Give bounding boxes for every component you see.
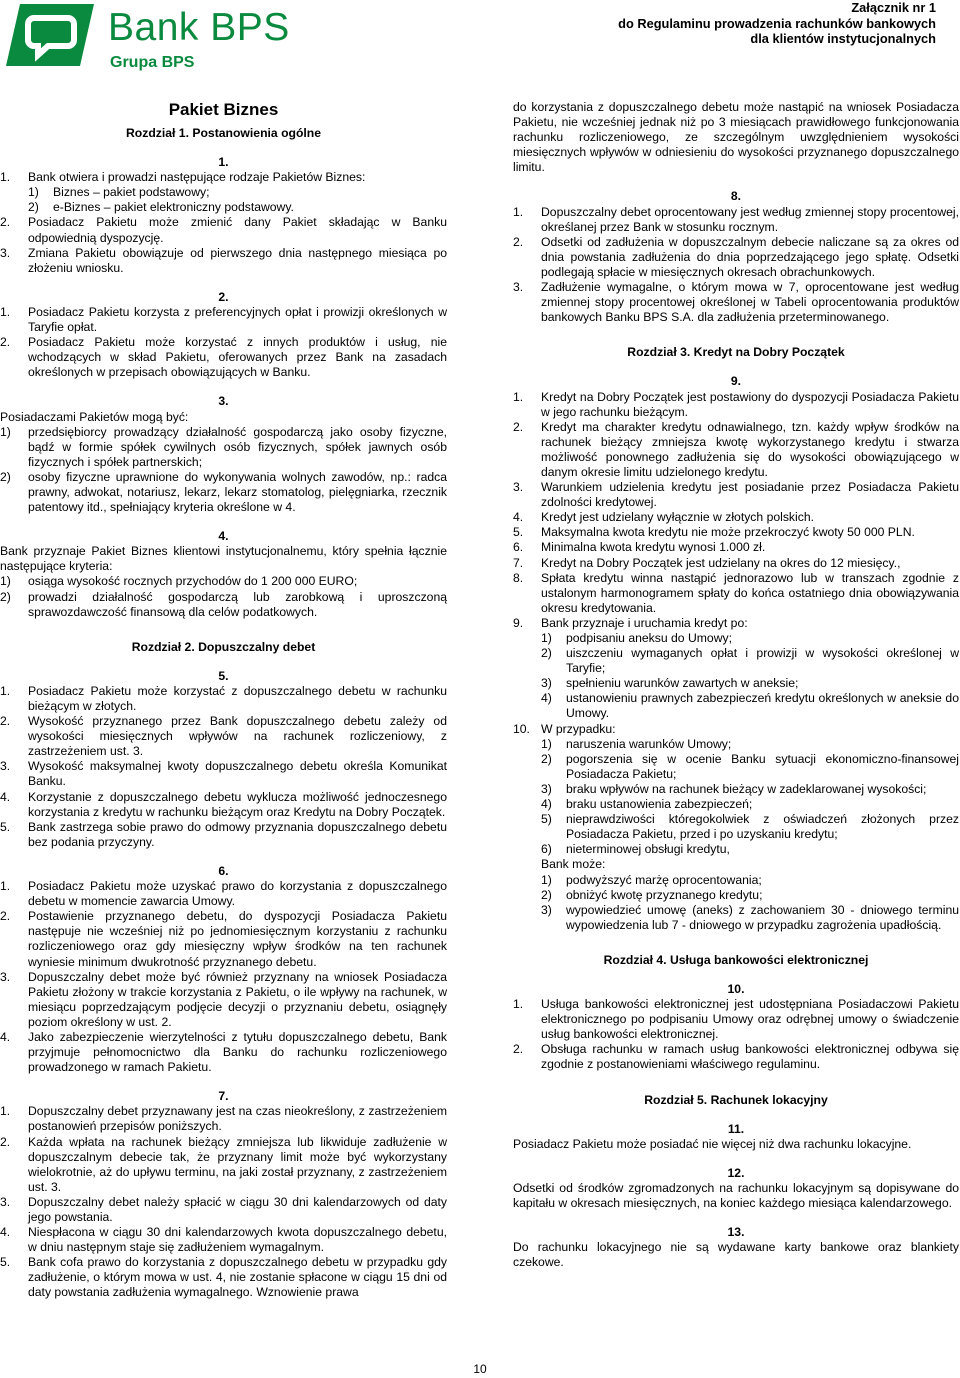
chapter-heading: Rozdział 3. Kredyt na Dobry Początek	[627, 345, 845, 360]
paragraph: Posiadacz Pakietu może posiadać nie więcej niż dwa rachunku lokacyjne.	[513, 1136, 912, 1151]
bank-logo	[6, 4, 296, 70]
brand-name: Bank BPS	[108, 6, 290, 49]
list-item: 5. Maksymalna kwota kredytu nie może przekroczyć kwoty 50 000 PLN.	[513, 525, 915, 540]
list-item: 1. Dopuszczalny debet przyznawany jest na czas nieokreślony, z zastrzeżeniem postanowień przepisów poniższych.	[0, 1104, 447, 1134]
bank-bps-logo-icon	[6, 4, 94, 66]
sub-item: 6) nieterminowej obsługi kredytu,	[541, 842, 730, 857]
attachment-line: dla klientów instytucjonalnych	[750, 31, 936, 46]
list-item: 1. Dopuszczalny debet oprocentowany jest według zmiennej stopy procentowej, określanej przez Bank w stosunku rocznym.	[513, 204, 959, 234]
list-item: 2. Kredyt ma charakter kredytu odnawialnego, tzn. każdy wpływ środków na rachunek bieżący zmniejsza kwotę wykorzystanego kredytu i stwarza możliwość ponownego zadłużenia się do wysokości obowiązującego w danym okresie limitu udzielonego kredytu.	[513, 419, 959, 479]
list-item: 2. Obsługa rachunku w ramach usług bankowości elektronicznej odbywa się zgodnie z postanowieniami właściwego regulaminu.	[513, 1042, 959, 1072]
section-number: 10.	[727, 981, 745, 996]
sub-item: 3) wypowiedzieć umowę (aneks) z zachowaniem 30 - dniowego terminu wypowiedzenia lub 7 - dniowego w przypadku zagrożenia upadłością.	[541, 902, 959, 932]
list-item: 10. W przypadku:	[513, 721, 616, 736]
sub-item: 4) ustanowieniu prawnych zabezpieczeń kredytu określonych w aneksie do Umowy.	[541, 691, 959, 721]
sub-item: 2) pogorszenia się w ocenie Banku sytuacji ekonomiczno-finansowej Posiadacza Pakietu;	[541, 751, 959, 781]
list-item: 2) osoby fizyczne uprawnione do wykonywania wolnych zawodów, np.: radca prawny, adwokat, notariusz, lekarz, lekarz stomatolog, pielęgniarka, rzecznik patentowy itd., spełniający kryteria określone w 4.	[0, 469, 447, 515]
right-column	[513, 100, 959, 1270]
list-item: 5. Bank zastrzega sobie prawo do odmowy przyznania dopuszczalnego debetu bez podania przyczyny.	[0, 819, 447, 849]
sub-item: 3) braku wpływów na rachunek bieżący w zadeklarowanej wysokości;	[541, 781, 927, 796]
list-item: 2. Posiadacz Pakietu może zmienić dany Pakiet składając w Banku odpowiednią dyspozycję.	[0, 215, 447, 245]
list-item: 4. Korzystanie z dopuszczalnego debetu wyklucza możliwość jednoczesnego korzystania z kredytu w rachunku bieżącym oraz Kredytu na Dobry Początek.	[0, 789, 447, 819]
list-item: 5. Bank cofa prawo do korzystania z dopuszczalnego debetu w przypadku gdy zadłużenie, o którym mowa w ust. 4, nie zostanie spłacone w ciągu 15 dni od daty powstania zadłużenia wymagalnego. Wznowienie prawa	[0, 1255, 447, 1300]
paragraph: Do rachunku lokacyjnego nie są wydawane karty bankowe oraz blankiety czekowe.	[513, 1240, 959, 1270]
list-item: 2. Posiadacz Pakietu może korzystać z innych produktów i usług, nie wchodzących w skład Pakietu, oferowanych przez Bank na zasadach określonych w przepisach obowiązujących w Banku.	[0, 335, 447, 380]
sub-item: 2) e-Biznes – pakiet elektroniczny podstawowy.	[28, 200, 294, 215]
left-column	[0, 100, 447, 1301]
sub-item: 4) braku ustanowienia zabezpieczeń;	[541, 797, 753, 812]
list-item: 1. Posiadacz Pakietu korzysta z preferencyjnych opłat i prowizji określonych w Taryfie opłat.	[0, 304, 447, 335]
section-number: 3.	[218, 394, 229, 409]
section-number: 2.	[218, 289, 229, 304]
chapter-heading: Rozdział 2. Dopuszczalny debet	[131, 639, 316, 654]
list-item: 8. Spłata kredytu winna nastąpić jednorazowo lub w transzach zgodnie z ustalonym harmonogramem spłaty do końca ostatniego dnia obowiązywania okresu kredytowania.	[513, 570, 959, 615]
list-item: 2. Postawienie przyznanego debetu, do dyspozycji Posiadacza Pakietu następuje nie wcześniej niż po jednomiesięcznym korzystaniu z rachunku rozliczeniowego oraz gdy miesięczny wpływ środków na ten rachunek wyniesie minimum dwukrotność przyznanego debetu.	[0, 909, 447, 969]
section-number: 4.	[218, 529, 229, 544]
list-item: 3. Warunkiem udzielenia kredytu jest posiadanie przez Posiadacza Pakietu zdolności kredytowej.	[513, 480, 959, 510]
paragraph: Posiadaczami Pakietów mogą być:	[0, 409, 189, 424]
brand-subtitle: Grupa BPS	[110, 54, 195, 71]
list-item: 3. Dopuszczalny debet może być również przyznany na wniosek Posiadacza Pakietu złożony w trakcie korzystania z Pakietu, o ile wpływy na rachunek, w miesiącu poprzedzającym podjęcie decyzji o przyznaniu debetu, osiągnęły poziom określony w ust. 2.	[0, 969, 447, 1029]
section-number: 13.	[727, 1225, 745, 1240]
document-title: Pakiet Biznes	[168, 100, 279, 119]
sub-item: 1) podwyższyć marżę oprocentowania;	[541, 872, 762, 887]
paragraph: Bank przyznaje Pakiet Biznes klientowi instytucjonalnemu, który spełnia łącznie następujące kryteria:	[0, 544, 447, 574]
list-item: 3. Dopuszczalny debet należy spłacić w ciągu 30 dni kalendarzowych od daty jego powstania.	[0, 1194, 447, 1224]
list-item: 2) prowadzi działalność gospodarczą lub zarobkową i uproszczoną sprawozdawczość finansową dla celów podatkowych.	[0, 589, 447, 619]
list-item: 4. Jako zabezpieczenie wierzytelności z tytułu dopuszczalnego debetu, Bank przyjmuje pełnomocnictwo dla Banku do rachunku rozliczeniowego prowadzonego w ramach Pakietu.	[0, 1029, 447, 1075]
list-item: 9. Bank przyznaje i uruchamia kredyt po:	[513, 615, 748, 630]
list-item: 3. Zadłużenie wymagalne, o którym mowa w 7, oprocentowane jest według zmiennej stopy procentowej określonej w Tabeli oprocentowania produktów bankowych Banku BPS S.A. dla zadłużenia przeterminowanego.	[513, 280, 959, 325]
paragraph: Odsetki od środków zgromadzonych na rachunku lokacyjnym są dopisywane do kapitału w okresach miesięcznych, na koniec każdego miesiąca kalendarzowego.	[513, 1180, 959, 1210]
chapter-heading: Rozdział 4. Usługa bankowości elektronicznej	[603, 952, 869, 967]
list-item: 4. Niespłacona w ciągu 30 dni kalendarzowych kwota dopuszczalnego debetu, w dniu następnym staje się zadłużeniem wymagalnym.	[0, 1225, 447, 1255]
attachment-note	[618, 0, 936, 47]
sub-item: 2) obniżyć kwotę przyznanego kredytu;	[541, 887, 763, 902]
sub-item: 3) spełnieniu warunków zawartych w aneksie;	[541, 676, 799, 691]
list-item: 6. Minimalna kwota kredytu wynosi 1.000 zł.	[513, 540, 766, 555]
list-item: 3. Wysokość maksymalnej kwoty dopuszczalnego debetu określa Komunikat Banku.	[0, 759, 447, 789]
list-item: 1. Usługa bankowości elektronicznej jest udostępniana Posiadaczowi Pakietu elektronicznego po podpisaniu Umowy oraz odrębnej umowy o świadczenie usług bankowości elektronicznej.	[513, 997, 959, 1042]
chapter-heading: Rozdział 5. Rachunek lokacyjny	[644, 1092, 828, 1107]
section-number: 11.	[727, 1121, 745, 1136]
sub-item: 1) Biznes – pakiet podstawowy;	[28, 185, 210, 200]
list-item: 7. Kredyt na Dobry Początek jest udzielany na okres do 12 miesięcy.,	[513, 555, 901, 570]
list-item: 2. Każda wpłata na rachunek bieżący zmniejsza lub likwiduje zadłużenie w dopuszczalnym debecie tak, że przyznany limit może być wykorzystany wielokrotnie, aż do upływu terminu, na jaki został przyznany, z zastrzeżeniem ust. 3.	[0, 1134, 447, 1194]
section-number: 12.	[727, 1165, 745, 1180]
section-number: 6.	[218, 863, 229, 878]
sub-item: 1) podpisaniu aneksu do Umowy;	[541, 631, 732, 645]
list-item: 1) osiąga wysokość rocznych przychodów do 1 200 000 EURO;	[0, 574, 358, 589]
attachment-line: Załącznik nr 1	[851, 0, 936, 15]
page-number: 10	[473, 1362, 487, 1376]
attachment-line: do Regulaminu prowadzenia rachunków bankowych	[618, 15, 936, 31]
sub-item: 1) naruszenia warunków Umowy;	[541, 736, 732, 751]
list-item: 1. Posiadacz Pakietu może korzystać z dopuszczalnego debetu w rachunku bieżącym w złotych.	[0, 683, 447, 713]
list-item: 2. Odsetki od zadłużenia w dopuszczalnym debecie naliczane są za okres od dnia powstania zadłużenia do dnia poprzedzającego jego spłatę. Odsetki podlegają spłacie w miesięcznych okresach obrachunkowych.	[513, 234, 959, 279]
section-number: 8.	[730, 189, 742, 204]
list-item: 1. Posiadacz Pakietu może uzyskać prawo do korzystania z dopuszczalnego debetu w momencie zawarcia Umowy.	[0, 879, 447, 909]
list-item: 4. Kredyt jest udzielany wyłącznie w złotych polskich.	[513, 510, 814, 525]
section-number: 7.	[218, 1089, 229, 1104]
paragraph: do korzystania z dopuszczalnego debetu może nastąpić na wniosek Posiadacza Pakietu, nie wcześniej jednak niż po 3 miesiącach prawidłowego funkcjonowania rachunku rozliczeniowego, ze szczególnym uwzględnieniem wysokości miesięcznych wpływów w odniesieniu do wysokości przyznanego dopuszczalnego limitu.	[513, 100, 959, 175]
section-number: 9.	[730, 374, 742, 389]
paragraph: Bank może:	[541, 857, 606, 872]
list-item: 3. Zmiana Pakietu obowiązuje od pierwszego dnia następnego miesiąca po złożeniu wniosku.	[0, 245, 447, 275]
list-item: 2. Wysokość przyznanego przez Bank dopuszczalnego debetu zależy od wysokości miesięcznych wpływów na rachunek rozliczeniowy, z zastrzeżeniem ust. 3.	[0, 714, 447, 759]
page-header	[0, 0, 960, 80]
list-item: 1. Kredyt na Dobry Początek jest postawiony do dyspozycji Posiadacza Pakietu w jego rachunku bieżącym.	[513, 389, 959, 419]
list-item: 1. Bank otwiera i prowadzi następujące rodzaje Pakietów Biznes:	[0, 170, 366, 185]
section-number: 5.	[218, 668, 229, 683]
list-item: 1) przedsiębiorcy prowadzący działalność gospodarczą jako osoby fizyczne, bądź w formie spółek cywilnych osób fizycznych, spółek jawnych osób fizycznych i spółek partnerskich;	[0, 424, 447, 469]
chapter-heading: Rozdział 1. Postanowienia ogólne	[125, 126, 322, 140]
section-number: 1.	[218, 155, 229, 170]
sub-item: 2) uiszczeniu wymaganych opłat i prowizji w wysokości określonej w Taryfie;	[541, 646, 959, 676]
sub-item: 5) nieprawdziwości któregokolwiek z oświadczeń złożonych przez Posiadacza Pakietu, przed i po uzyskaniu kredytu;	[541, 812, 959, 842]
